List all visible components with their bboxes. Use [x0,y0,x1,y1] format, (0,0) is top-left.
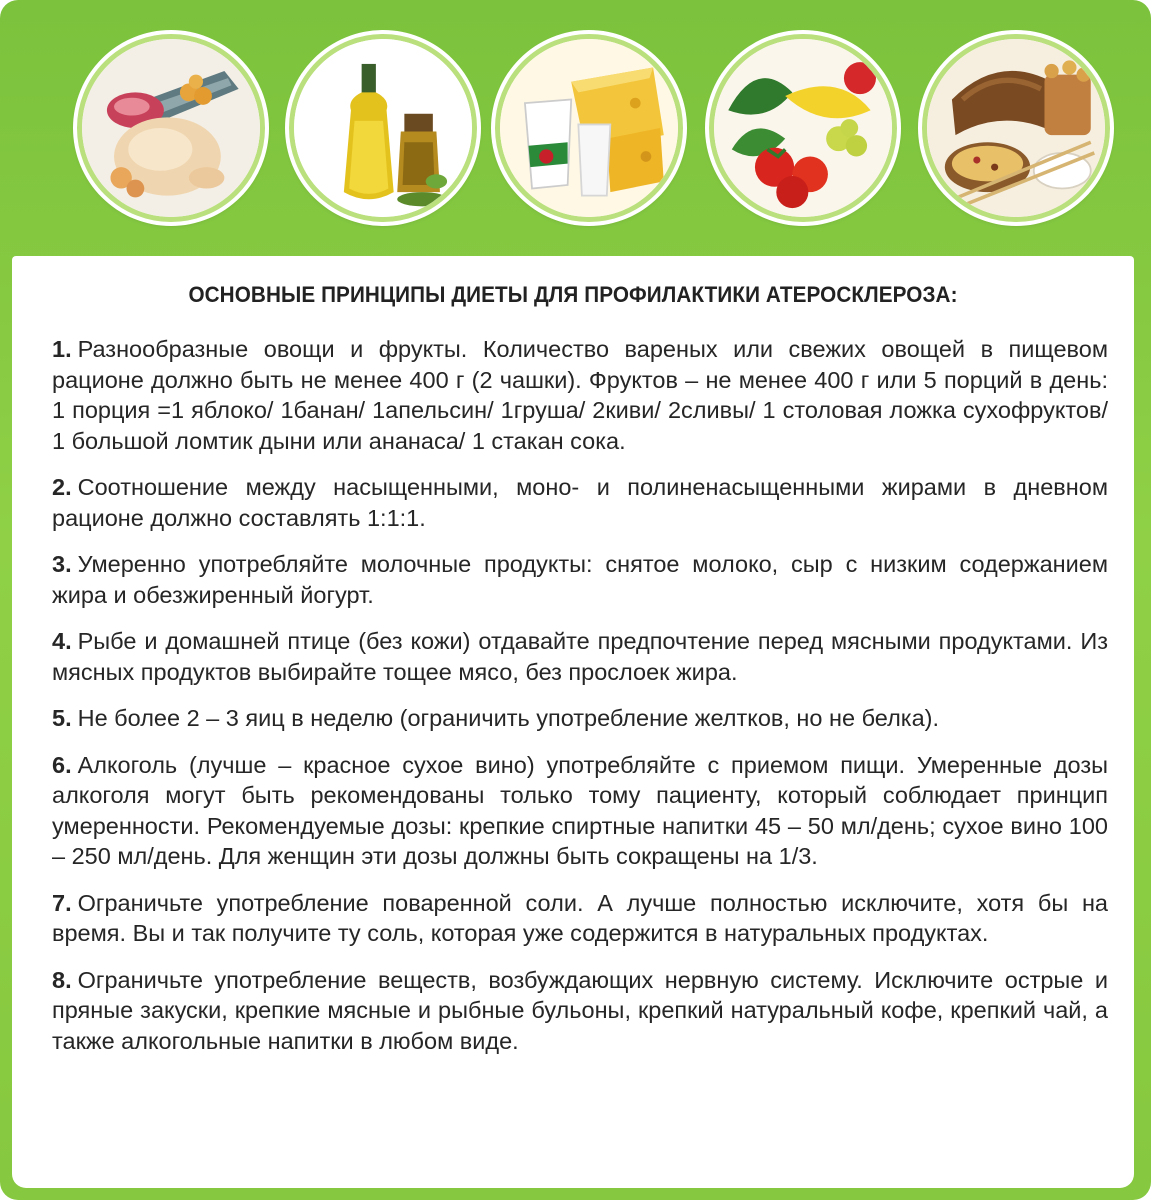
item-number: 4. [52,628,72,654]
item-number: 5. [52,705,72,731]
food-banner [0,0,1151,262]
principles-list [52,334,1108,1072]
vegetables-fruits-image [709,34,897,222]
dairy-products-image [495,34,683,222]
item-text: Не более 2 – 3 яиц в неделю (ограничить употребление желтков, но не белка). [77,705,940,731]
item-number: 7. [52,889,72,916]
meat-poultry-fish-image [77,34,265,222]
item-number: 8. [52,966,72,993]
list-item [52,750,1108,872]
page-title: ОСНОВНЫЕ ПРИНЦИПЫ ДИЕТЫ ДЛЯ ПРОФИЛАКТИКИ АТЕРОСКЛЕРОЗА: [188,282,958,307]
item-number: 3. [52,551,72,577]
item-text: Ограничьте употребление поваренной соли. А лучше полностью исключите, хотя бы на время. Вы и так получите ту соль, которая уже содержится в натуральных продуктах. [52,889,1108,946]
principles-panel [12,256,1134,1188]
item-text: Рыбе и домашней птице (без кожи) отдавайте предпочтение перед мясными продуктами. Из мясных продуктов выбирайте тощее мясо, без прослоек жира. [52,628,1108,685]
item-number: 2. [52,474,72,500]
bread-grains-image [922,34,1110,222]
item-text: Алкоголь (лучше – красное сухое вино) употребляйте с приемом пищи. Умеренные дозы алкоголя могут быть рекомендованы только тому пациенту, который соблюдает принцип умеренности. Рекомендуемые дозы: крепкие спиртные напитки 45 – 50 мл/день; сухое вино 100 – 250 мл/день. Для женщин эти дозы должны быть сокращены на 1/3. [52,751,1108,869]
item-number: 6. [52,751,72,778]
item-text: Соотношение между насыщенными, моно- и полиненасыщенными жирами в дневном рационе должно составлять 1:1:1. [52,474,1108,531]
item-text: Разнообразные овощи и фрукты. Количество вареных или свежих овощей в пищевом рационе должно быть не менее 400 г (2 чашки). Фруктов – не менее 400 г или 5 порций в день: 1 порция =1 яблоко/ 1банан/ 1апельсин/ 1груша/ 2киви/ 2сливы/ 1 столовая ложка сухофруктов/ 1 большой ломтик дыни или ананаса/ 1 стакан сока. [52,336,1108,454]
list-item [52,965,1108,1057]
item-text: Умеренно употребляйте молочные продукты: снятое молоко, сыр с низким содержанием жира и обезжиренный йогурт. [52,551,1108,608]
list-item [52,888,1108,949]
list-item [52,334,1108,456]
list-item [52,472,1108,533]
vegetable-oil-image [289,34,477,222]
item-number: 1. [52,336,72,362]
list-item [52,626,1108,687]
list-item [52,549,1108,610]
list-item [52,703,1108,734]
item-text: Ограничьте употребление веществ, возбуждающих нервную систему. Исключите острые и пряные закуски, крепкие мясные и рыбные бульоны, крепкий натуральный кофе, крепкий чай, а также алкогольные напитки в любом виде. [52,966,1108,1054]
